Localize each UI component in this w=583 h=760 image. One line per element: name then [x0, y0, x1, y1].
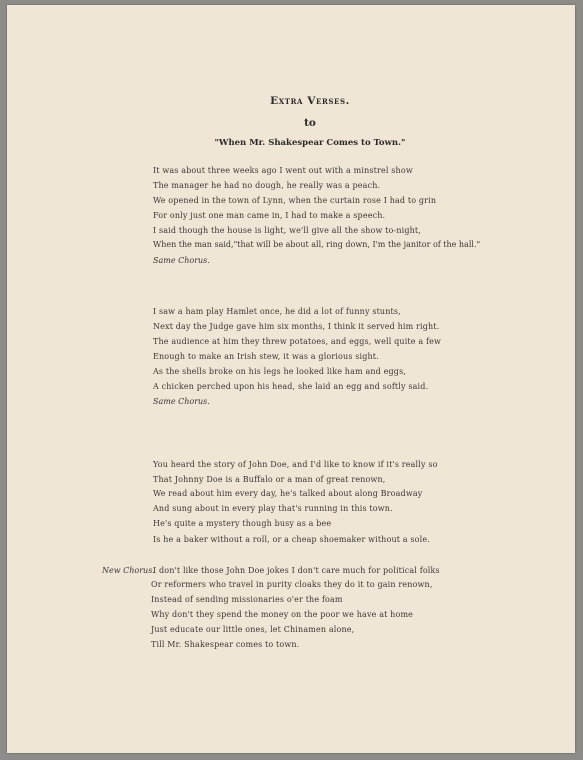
song-title: "When Mr. Shakespear Comes to Town." — [214, 138, 406, 148]
verse-3-line-3: We read about him every day, he's talked about along Broadway — [153, 489, 423, 498]
new-chorus-line-4: Why don't they spend the money on the poor we have at home — [151, 610, 414, 619]
verse-1-line-5: I said though the house is light, we'll give all the show to-night, — [153, 226, 421, 235]
new-chorus-line-5: Just educate our little ones, let Chinamen alone, — [151, 625, 355, 634]
verse-2-line-6: A chicken perched upon his head, she laid an egg and softly said. — [153, 382, 429, 391]
title-connector: to — [304, 117, 316, 129]
new-chorus-line-2: Or reformers who travel in purity cloaks they do it to gain renown, — [151, 580, 433, 589]
verse-2-chorus-note: Same Chorus. — [153, 397, 210, 406]
verse-1-line-2: The manager he had no dough, he really was a peach. — [153, 181, 381, 190]
page-title: Extra Verses. — [270, 95, 350, 107]
verse-2-line-3: The audience at him they threw potatoes, and eggs, well quite a few — [153, 337, 441, 346]
new-chorus-line-1: I don't like those John Doe jokes I don't care much for political folks — [153, 566, 440, 575]
verse-1-line-3: We opened in the town of Lynn, when the curtain rose I had to grin — [153, 196, 437, 205]
verse-1-line-1: It was about three weeks ago I went out with a minstrel show — [153, 166, 413, 175]
verse-1-line-6: When the man said,"that will be about all, ring down, I'm the janitor of the hall." — [153, 240, 481, 249]
verse-3-line-1: You heard the story of John Doe, and I'd like to know if it's really so — [153, 460, 438, 469]
new-chorus-line-3: Instead of sending missionaries o'er the foam — [151, 595, 343, 604]
verse-2-line-1: I saw a ham play Hamlet once, he did a lot of funny stunts, — [153, 307, 401, 316]
verse-3-line-6: Is he a baker without a roll, or a cheap shoemaker without a sole. — [153, 535, 430, 544]
verse-1-chorus-note: Same Chorus. — [153, 256, 210, 265]
verse-1-line-4: For only just one man came in, I had to make a speech. — [153, 211, 386, 220]
verse-2-line-4: Enough to make an Irish stew, it was a glorious sight. — [153, 352, 379, 361]
verse-3-line-2: That Johnny Doe is a Buffalo or a man of great renown, — [153, 475, 386, 484]
verse-2-line-2: Next day the Judge gave him six months, I think it served him right. — [153, 322, 440, 331]
verse-2-line-5: As the shells broke on his legs he looked like ham and eggs, — [153, 367, 407, 376]
new-chorus-line-6: Till Mr. Shakespear comes to town. — [151, 640, 300, 649]
verse-3-line-4: And sung about in every play that's running in this town. — [153, 504, 393, 513]
new-chorus-label: New Chorus. — [102, 566, 155, 575]
verse-3-line-5: He's quite a mystery though busy as a bee — [153, 519, 332, 528]
